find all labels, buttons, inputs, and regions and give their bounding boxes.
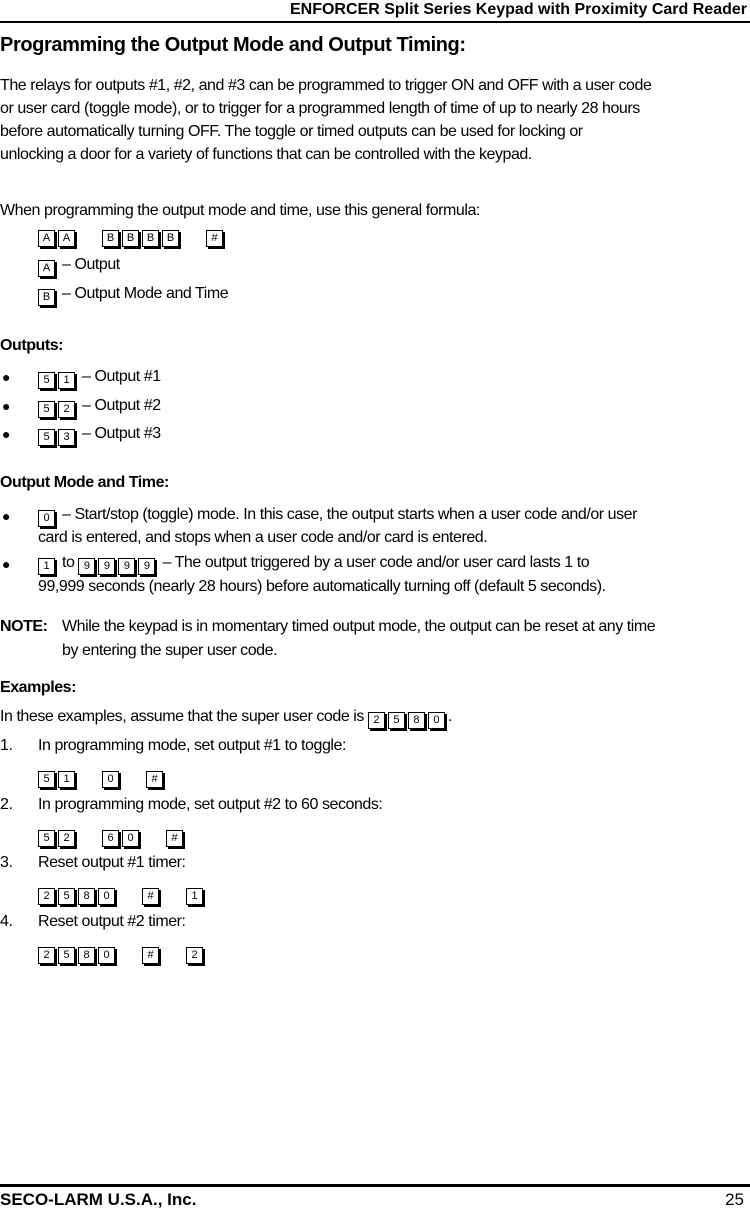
note-label: NOTE: (0, 618, 48, 635)
key: A (38, 260, 55, 277)
formula-end-group (206, 225, 226, 247)
output-label: – Output #2 (82, 397, 161, 414)
example-keys (38, 825, 206, 847)
bullet-icon: ● (2, 508, 11, 524)
bullet-icon: ● (2, 398, 11, 414)
intro-line: before automatically turning OFF. The toggle or timed outputs can be used for locking or (0, 123, 583, 140)
bullet-icon: ● (2, 426, 11, 442)
key: B (38, 289, 55, 306)
header-title: ENFORCER Split Series Keypad with Proximity Card Reader (289, 1, 747, 18)
key: B (122, 230, 139, 247)
key: 0 (38, 510, 55, 527)
key: # (146, 771, 163, 788)
mode-timed-text-cont: 99,999 seconds (nearly 28 hours) before automatically turning off (default 5 seconds). (38, 578, 606, 595)
bullet-icon: ● (2, 556, 11, 572)
output-label: – Output #1 (82, 368, 161, 385)
key: 2 (368, 712, 385, 729)
header-rule (0, 21, 750, 23)
output-item (38, 367, 161, 389)
outputs-heading: Outputs: (0, 337, 64, 354)
legend-a (38, 255, 120, 277)
key: 9 (78, 558, 95, 575)
legend-a-text: – Output (62, 256, 120, 273)
example-number: 2. (0, 796, 13, 813)
key: 1 (186, 888, 203, 905)
key: 1 (58, 771, 75, 788)
key: 2 (38, 888, 55, 905)
key: A (38, 230, 55, 247)
key: 9 (98, 558, 115, 575)
key: 0 (122, 830, 139, 847)
key: 8 (78, 888, 95, 905)
example-number: 1. (0, 737, 13, 754)
key: 1 (38, 558, 55, 575)
key-group (186, 942, 206, 964)
formula-keys (38, 225, 246, 247)
key: 8 (78, 947, 95, 964)
output-item (38, 396, 161, 418)
footer-rule (0, 1184, 750, 1187)
example-text: Reset output #1 timer: (38, 854, 186, 871)
key: # (142, 888, 159, 905)
example-text: In programming mode, set output #1 to toggle: (38, 737, 346, 754)
page-number: 25 (725, 1190, 744, 1209)
note-text: While the keypad is in momentary timed output mode, the output can be reset at any time (62, 618, 656, 635)
example-number: 4. (0, 913, 13, 930)
key: 3 (58, 429, 75, 446)
mode-toggle-text-cont: card is entered, and stops when a user code and/or card is entered. (38, 529, 488, 546)
example-text: Reset output #2 timer: (38, 913, 186, 930)
key: 5 (58, 888, 75, 905)
note-text-cont: by entering the super user code. (62, 642, 278, 659)
key: B (162, 230, 179, 247)
key: 5 (38, 401, 55, 418)
formula-a-group (38, 225, 78, 247)
key: # (206, 230, 223, 247)
mode-heading: Output Mode and Time: (0, 474, 169, 491)
intro-line: The relays for outputs #1, #2, and #3 can be programmed to trigger ON and OFF with a user code (0, 77, 652, 94)
key: 5 (38, 372, 55, 389)
mode-timed-text: – The output triggered by a user code and/or user card lasts 1 to (162, 554, 590, 571)
examples-intro-end: . (447, 708, 452, 725)
key-group (38, 942, 118, 964)
key: 6 (102, 830, 119, 847)
key-group (146, 766, 166, 788)
output-item (38, 424, 161, 446)
mode-item-timed (38, 553, 589, 575)
formula-b-group (102, 225, 182, 247)
key: 2 (58, 830, 75, 847)
intro-line: or user card (toggle mode), or to trigger for a programmed length of time of up to nearly 28 hours (0, 100, 640, 117)
key-group (38, 825, 78, 847)
examples-heading: Examples: (0, 679, 76, 696)
key: 5 (58, 947, 75, 964)
key: 2 (186, 947, 203, 964)
mode-item-toggle (38, 505, 637, 527)
example-keys (38, 766, 186, 788)
formula-intro: When programming the output mode and time, use this general formula: (0, 202, 480, 219)
page-header (0, 0, 750, 22)
bullet-icon: ● (2, 369, 11, 385)
key: 0 (98, 888, 115, 905)
legend-b (38, 284, 228, 306)
key-group (142, 942, 162, 964)
key: 0 (428, 712, 445, 729)
key-group (38, 883, 118, 905)
key: 2 (38, 947, 55, 964)
key: 9 (138, 558, 155, 575)
key: 0 (102, 771, 119, 788)
key: # (142, 947, 159, 964)
key-group (142, 883, 162, 905)
example-keys (38, 883, 226, 905)
key: 8 (408, 712, 425, 729)
key: # (166, 830, 183, 847)
intro-line: unlocking a door for a variety of functions that can be controlled with the keypad. (0, 146, 532, 163)
footer-company: SECO-LARM U.S.A., Inc. (0, 1190, 197, 1209)
output-label: – Output #3 (82, 425, 161, 442)
key: 9 (118, 558, 135, 575)
section-title: Programming the Output Mode and Output Timing: (0, 34, 466, 56)
example-number: 3. (0, 854, 13, 871)
examples-intro-text: In these examples, assume that the super user code is (0, 708, 364, 725)
key: B (142, 230, 159, 247)
key: A (58, 230, 75, 247)
key-group (38, 766, 78, 788)
example-text: In programming mode, set output #2 to 60 seconds: (38, 796, 383, 813)
key-group (166, 825, 186, 847)
key-group (102, 766, 122, 788)
key: 0 (98, 947, 115, 964)
key: 5 (38, 830, 55, 847)
intro-paragraph (0, 74, 745, 166)
key: 5 (38, 429, 55, 446)
mode-toggle-text: – Start/stop (toggle) mode. In this case, the output starts when a user code and/or user (62, 506, 637, 523)
examples-intro (0, 707, 452, 729)
key: 1 (58, 372, 75, 389)
key: 5 (388, 712, 405, 729)
key: 5 (38, 771, 55, 788)
page-content (0, 32, 745, 961)
key-group (102, 825, 142, 847)
example-keys (38, 942, 226, 964)
key-group (186, 883, 206, 905)
mode-to-word: to (62, 554, 75, 571)
key: 2 (58, 401, 75, 418)
legend-b-text: – Output Mode and Time (62, 285, 229, 302)
key: B (102, 230, 119, 247)
